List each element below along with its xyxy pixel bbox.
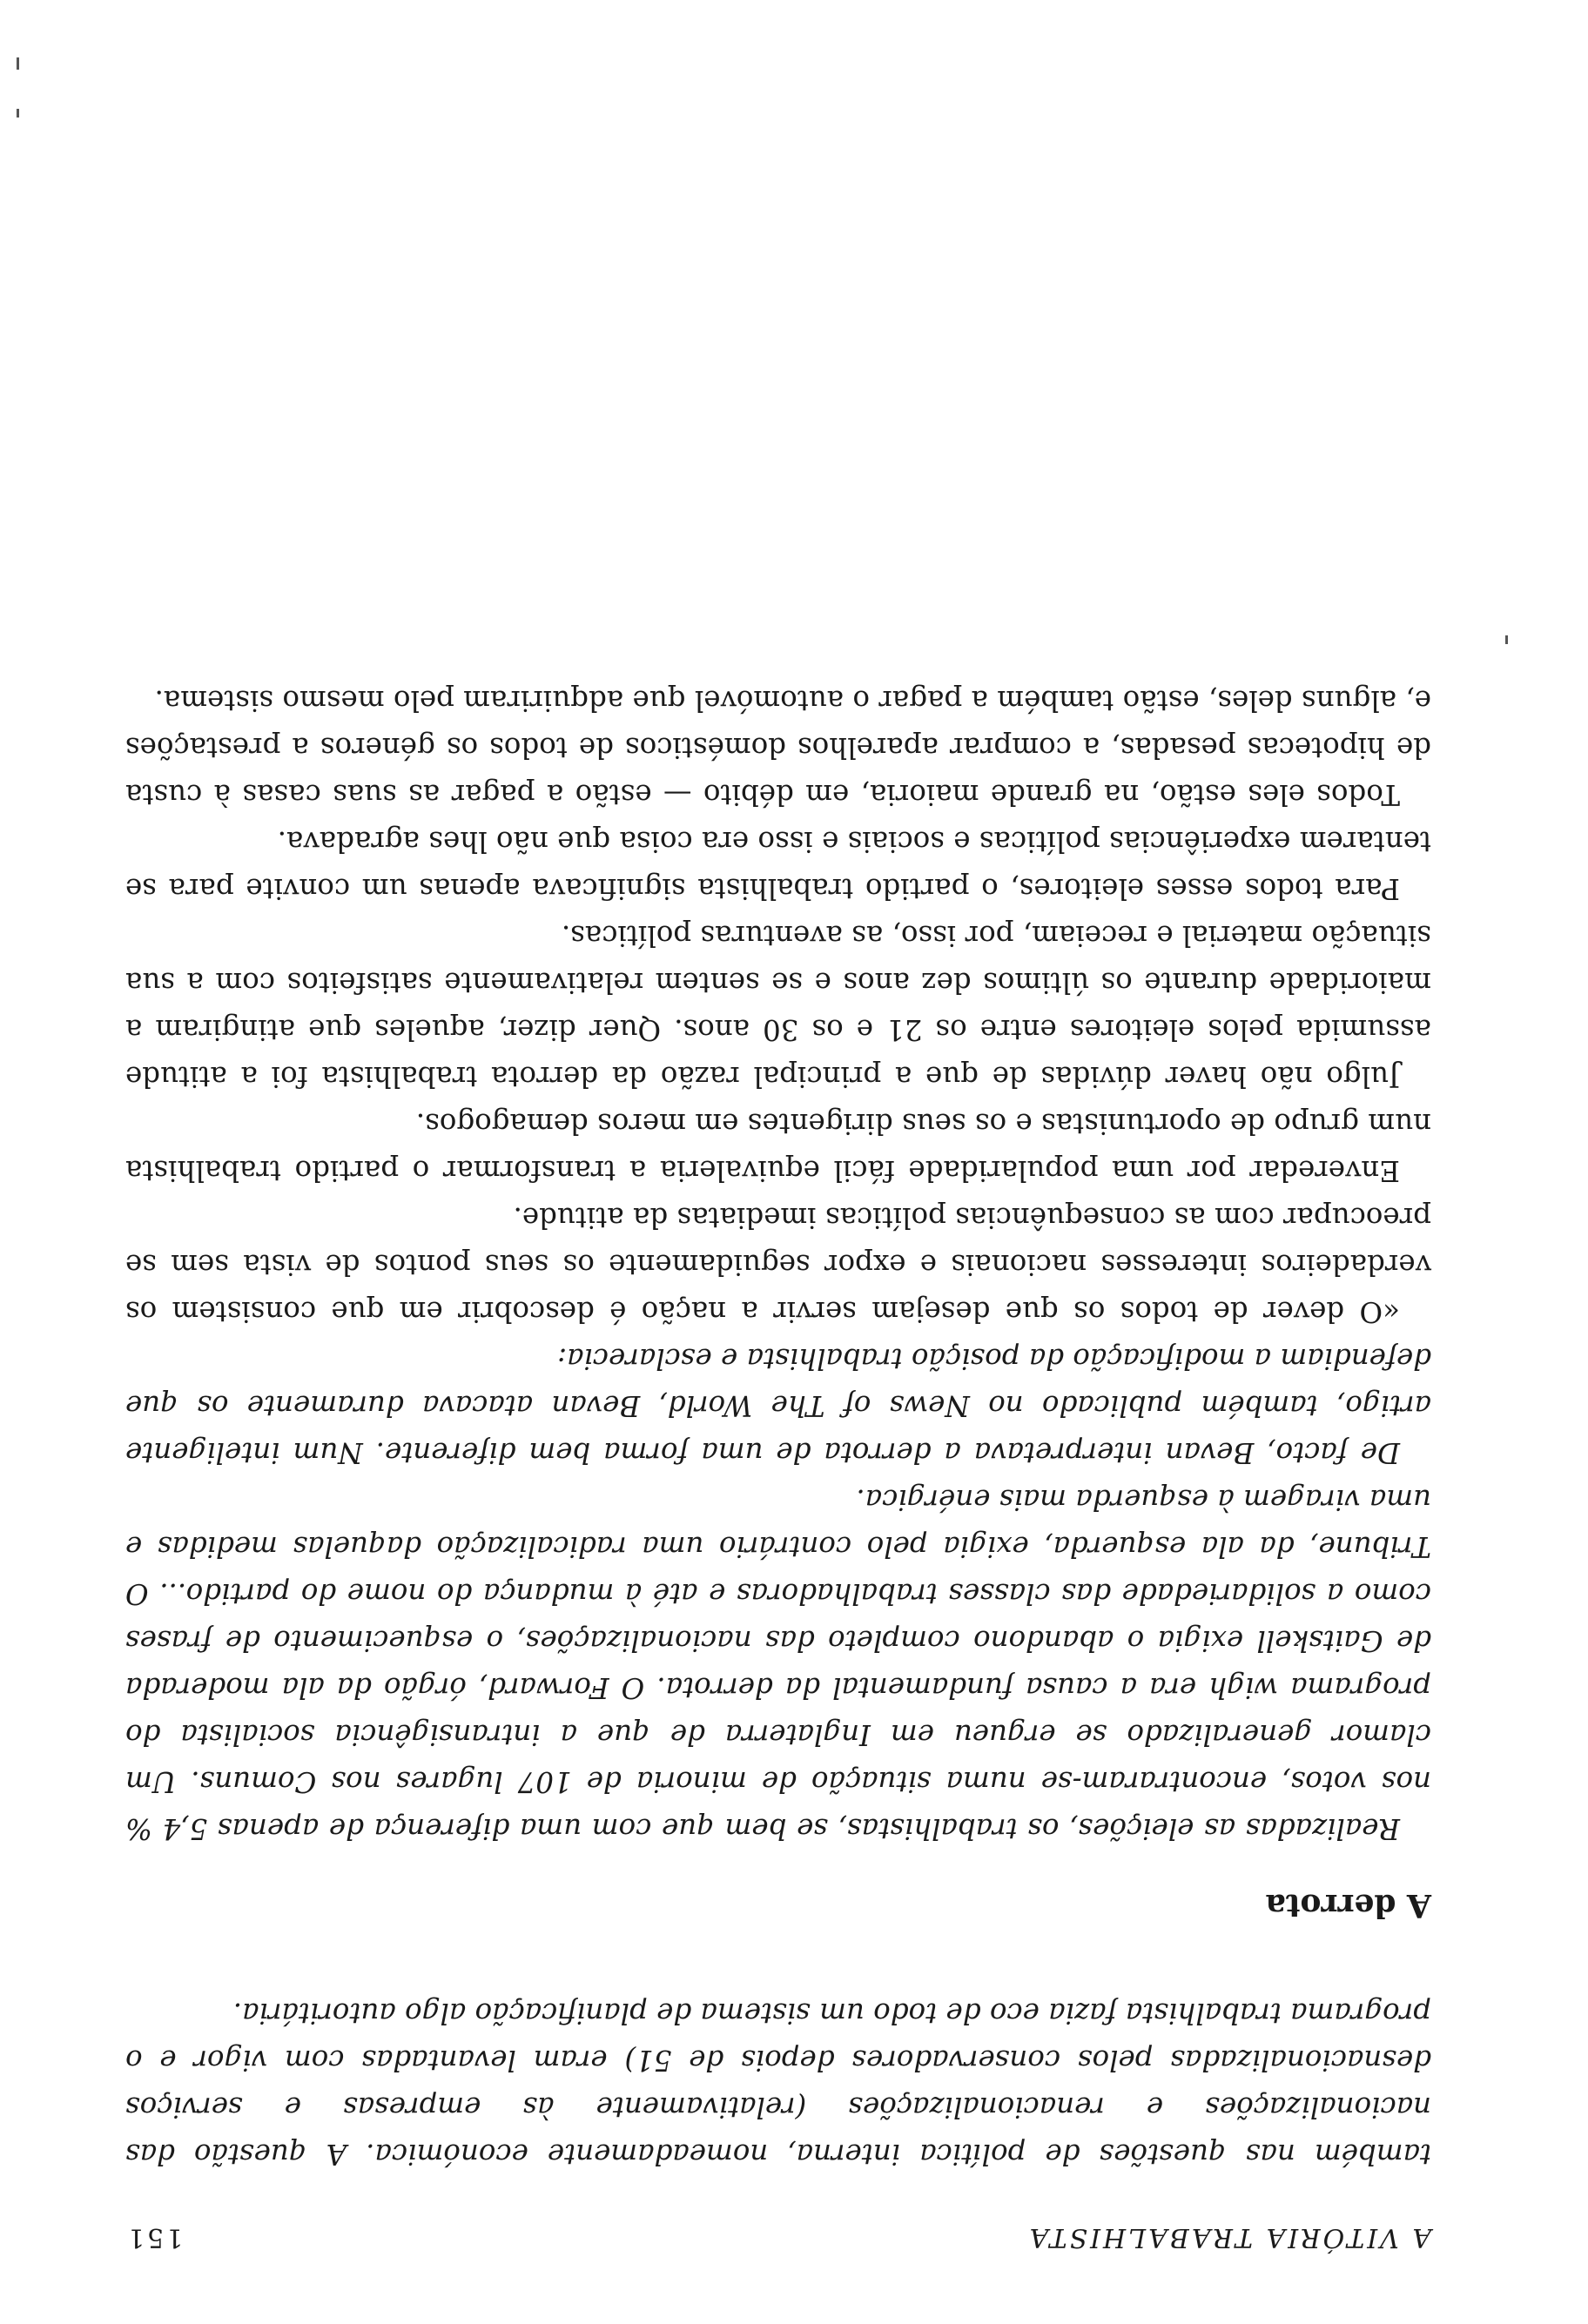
scan-mark <box>17 57 19 70</box>
scan-mark <box>1505 635 1508 644</box>
running-title: A VITÓRIA TRABALHISTA <box>1026 2222 1431 2253</box>
quote-paragraph: Todos eles estão, na grande maioria, em débito — estão a pagar as suas casas à custa de hipotecas pesadas, a comprar aparelhos domésticos de todos os géneros a prestações e, alguns deles, estão também a pagar o automóvel que adquiriram pelo mesmo sistema. <box>125 684 1431 811</box>
body-text <box>125 677 1431 2178</box>
italic-paragraph: De facto, Bevan interpretava a derrota de uma forma bem diferente. Num inteligente artigo, também publicado no News of The World, Bevan atacava duramente os que defendiam a modificação da posição trabalhista e esclarecia: <box>125 1342 1431 1469</box>
intro-paragraph: também nas questões de política interna, nomeadamente económica. A questão das nacionalizações e renacionalizações (relativamente às empresas e serviços desnacionalizadas pelos conservadores depois de 51) eram levantadas com vigor e o programa trabalhista fazia eco de todo um sistema de planificação algo autoritária. <box>125 1997 1431 2171</box>
section-heading: A derrota <box>1265 1887 1431 1924</box>
scan-mark <box>17 109 19 118</box>
running-head <box>125 2222 1431 2253</box>
page-number: 151 <box>125 2222 184 2253</box>
italic-paragraph: Realizadas as eleições, os trabalhistas, se bem que com uma diferença de apenas 5,4 % nos votos, encontraram-se numa situação de minoria de 107 lugares nos Comuns. Um clamor generalizado se ergueu em Inglaterra de que a intransigência socialista do programa wigh era a causa fundamental da derrota. O Forward, órgão da ala moderada de Gaitskell exigia o abandono completo das nacionalizações, o esquecimento de frases como a solidariedade das classes trabalhadoras e até à mudança do nome do partido... O Tribune, da ala esquerda, exigia pelo contrário uma radicalização daquelas medidas e uma viragem à esquerda mais enérgica. <box>125 1483 1431 1845</box>
quote-paragraph: Enveredar por uma popularidade fácil equivaleria a transformar o partido trabalhista num grupo de oportunistas e os seus dirigentes em meros demagogos. <box>125 1107 1431 1187</box>
quote-paragraph: «O dever de todos os que desejam servir a nação é descobrir em que consistem os verdadeiros interesses nacionais e expor seguidamente os seus pontos de vista sem se preocupar com as consequências políticas imediatas da atitude. <box>125 1201 1431 1328</box>
quote-paragraph: Para todos esses eleitores, o partido trabalhista significava apenas um convite para se tentarem experiências políticas e sociais e isso era coisa que não lhes agradava. <box>125 825 1431 905</box>
quote-paragraph: Julgo não haver dúvidas de que a principal razão da derrota trabalhista foi a atitude assumida pelos eleitores entre os 21 e os 30 anos. Quer dizer, aqueles que atingiram a maioridade durante os últimos dez anos e se sentem relativamente satisfeitos com a sua situação material e receiam, por isso, as aventuras políticas. <box>125 919 1431 1093</box>
